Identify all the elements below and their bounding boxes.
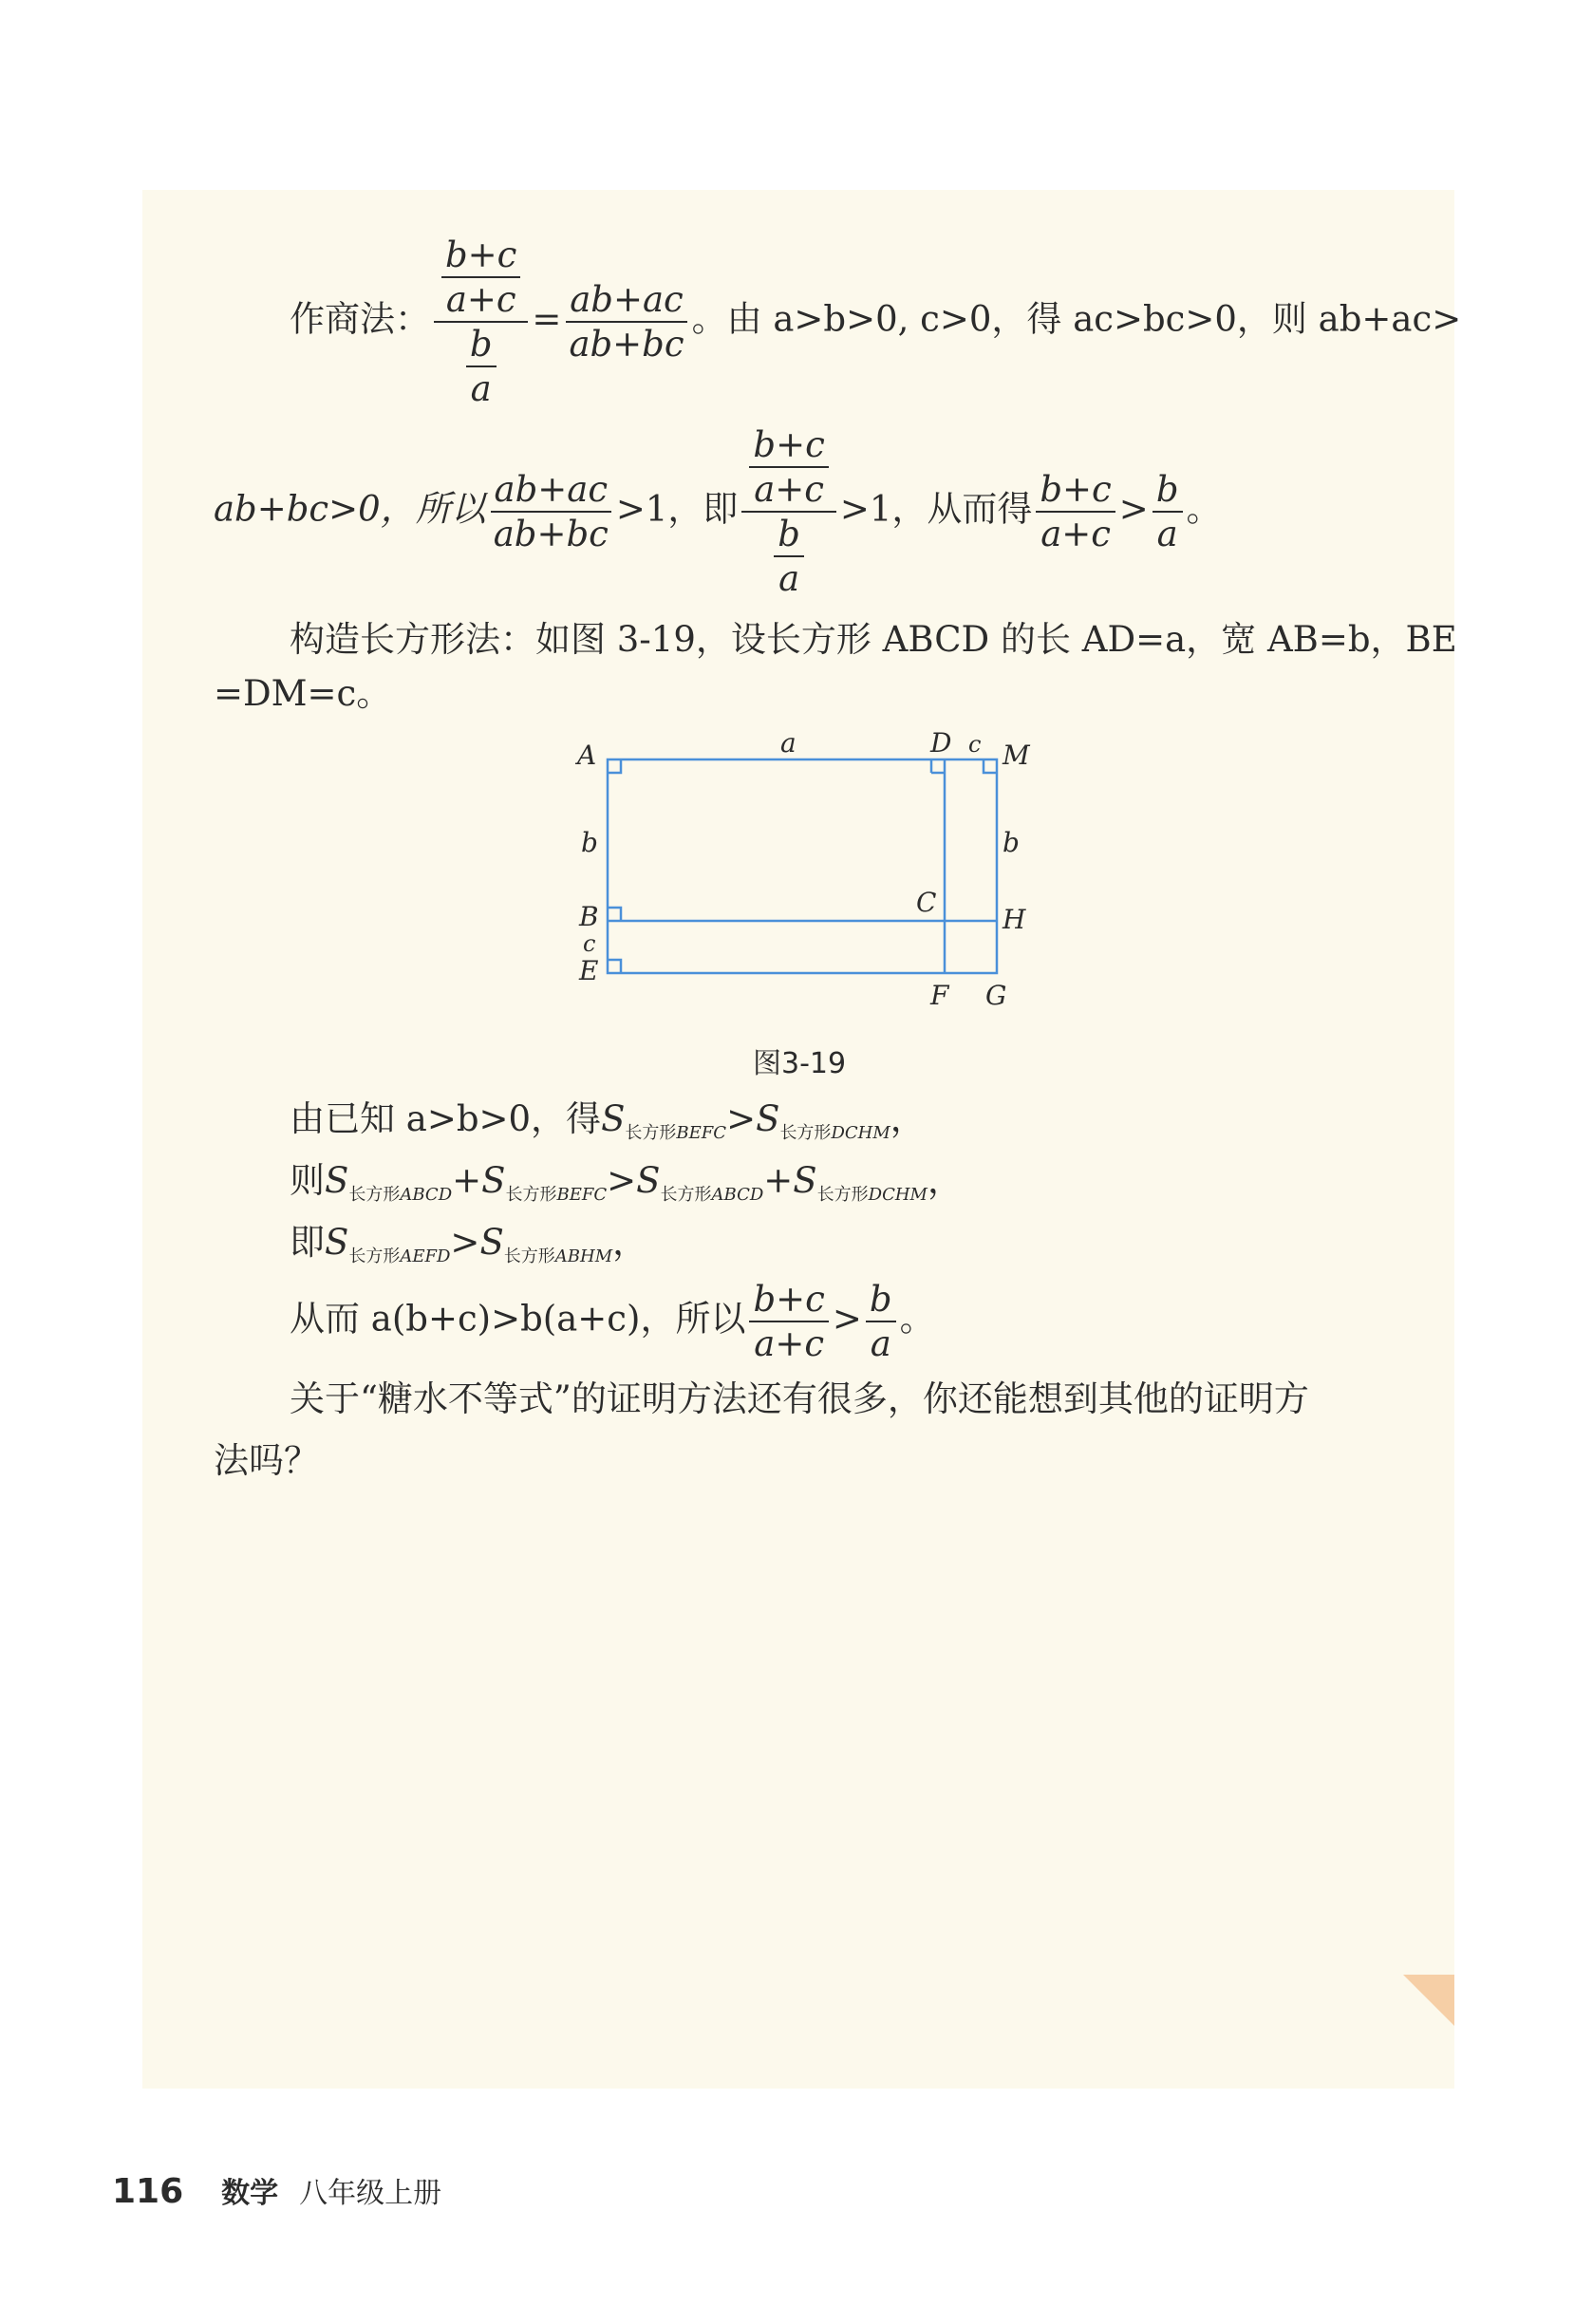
gt-sign: > xyxy=(1118,488,1149,530)
subject-name: 数学 xyxy=(221,2177,279,2210)
rectangle-figure xyxy=(551,731,1063,1016)
line-end: 。 xyxy=(1186,488,1222,530)
page-footer xyxy=(112,2169,441,2211)
figure-caption: 图3-19 xyxy=(753,1047,847,1080)
big-fraction xyxy=(434,234,528,409)
rhs-fraction: $\frac{ab+ac}{ab+bc}$ xyxy=(565,282,687,362)
right-angle-M xyxy=(984,759,997,773)
frac-numerator: b+c xyxy=(441,237,520,278)
step-2: 则$S_{长方形ABCD}+S_{长方形BEFC}>S_{长方形ABCD}+S_{长方形DCHM}$， xyxy=(290,1160,963,1205)
label-G: G xyxy=(985,980,1007,1011)
text-mid: >1，即 xyxy=(615,488,739,530)
step-1: 由已知 a>b>0，得$S_{长方形BEFC}>S_{长方形DCHM}$， xyxy=(290,1098,926,1143)
step-4: 从而 a(b+c)>b(a+c)，所以 $\frac{b+c}{a+c}$ > $\frac{b}{a}$ 。 xyxy=(290,1279,935,1364)
label-c-left: c xyxy=(583,930,596,957)
frac-denominator: a xyxy=(470,368,492,409)
label-H: H xyxy=(1003,904,1026,935)
text-mid2: >1，从而得 xyxy=(839,488,1033,530)
frac-denominator: a+c xyxy=(445,279,516,320)
label-A: A xyxy=(577,740,597,771)
outer-rectangle-AEGM xyxy=(608,759,997,973)
rectangle-method-line-2: =DM=c。 xyxy=(214,673,392,714)
label-B: B xyxy=(579,901,599,932)
page-number: 116 xyxy=(112,2172,184,2211)
label-c-top: c xyxy=(968,731,982,758)
big-fraction-2: $\frac{\frac{b+c}{a+c}}{\frac{b}{a}}$ xyxy=(741,427,835,596)
quotient-method-line xyxy=(290,234,1462,409)
label-b-left: b xyxy=(581,827,598,858)
right-angle-B xyxy=(608,908,621,921)
step-3: 即$S_{长方形AEFD}>S_{长方形ABHM}$， xyxy=(290,1222,648,1266)
fraction-2: $\frac{b+c}{a+c}$ xyxy=(1036,472,1115,552)
label-C: C xyxy=(916,887,937,918)
closing-line-1: 关于“糖水不等式”的证明方法还有很多，你还能想到其他的证明方 xyxy=(290,1378,1309,1419)
label-a: a xyxy=(780,731,796,759)
closing-line-2: 法吗？ xyxy=(214,1440,319,1481)
quotient-method-tail: 。由 a>b>0, c>0，得 ac>bc>0，则 ab+ac> xyxy=(691,298,1462,340)
line-start: ab+bc>0，所以 xyxy=(214,488,486,530)
right-angle-E xyxy=(608,960,621,973)
quotient-conclusion-line xyxy=(214,424,1222,599)
grade-label: 八年级上册 xyxy=(299,2177,442,2210)
quotient-method-lead: 作商法： xyxy=(290,298,430,340)
frac-numerator: b xyxy=(466,327,497,367)
label-b-right: b xyxy=(1003,827,1020,858)
fraction-3: $\frac{b}{a}$ xyxy=(1153,472,1183,552)
equals-sign: = xyxy=(532,298,562,340)
label-M: M xyxy=(1003,740,1030,771)
label-E: E xyxy=(579,955,599,986)
rectangle-method-line-1: 构造长方形法：如图 3-19，设长方形 ABCD 的长 AD=a，宽 AB=b，BE xyxy=(290,619,1457,660)
right-angle-A xyxy=(608,759,621,773)
page-corner-mark xyxy=(1403,1975,1454,2077)
fraction-1: $\frac{ab+ac}{ab+bc}$ xyxy=(490,472,612,552)
label-F: F xyxy=(930,980,949,1011)
label-D: D xyxy=(930,731,952,759)
